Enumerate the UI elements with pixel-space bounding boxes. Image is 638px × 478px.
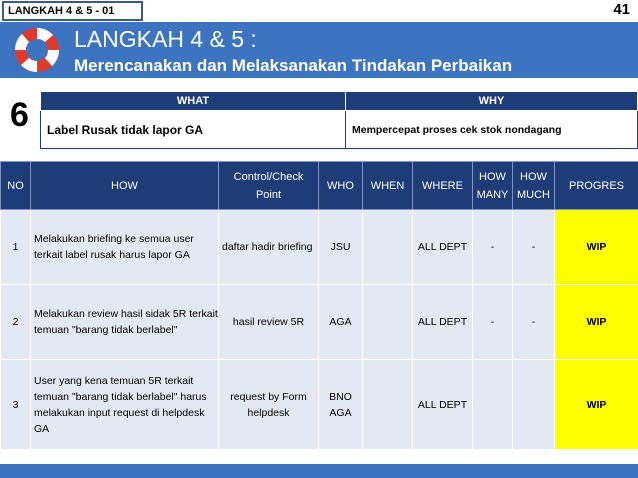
how-much-line1: HOW [520,170,547,183]
cell-how-much: - [513,285,555,360]
col-header-control [219,162,319,210]
col-header-when: WHEN [363,162,413,210]
cell-control: hasil review 5R [219,285,319,360]
cell-how: Melakukan briefing ke semua user terkait label rusak harus lapor GA [31,210,219,285]
col-header-no: NO [1,162,31,210]
col-header-where: WHERE [413,162,473,210]
cell-progress: WIP [555,360,638,450]
lifebuoy-icon [8,22,66,78]
slide-tag: LANGKAH 4 & 5 - 01 [2,1,143,21]
page-number: 41 [613,1,630,18]
how-much-line2: MUCH [517,188,550,201]
cell-how-much: - [513,210,555,285]
how-many-line2: MANY [476,188,509,201]
table-row [1,210,638,285]
cell-where: ALL DEPT [413,210,473,285]
cell-no: 1 [1,210,31,285]
cell-when [363,285,413,360]
col-header-how-much [513,162,555,210]
cell-when [363,210,413,285]
cell-how-many: - [473,210,513,285]
page-subtitle: Merencanakan dan Melaksanakan Tindakan Perbaikan [74,56,513,75]
cell-who: AGA [319,285,363,360]
what-header: WHAT [41,92,346,111]
table-header-row [1,162,638,210]
col-header-who: WHO [319,162,363,210]
cell-progress: WIP [555,285,638,360]
why-header: WHY [346,92,638,111]
col-header-progress: PROGRES [555,162,638,210]
cell-who: BNO AGA [319,360,363,450]
cell-how-many [473,360,513,450]
col-header-how: HOW [31,162,219,210]
cell-how: Melakukan review hasil sidak 5R terkait temuan "barang tidak berlabel" [31,285,219,360]
bottom-bar [0,464,638,478]
cell-how-much [513,360,555,450]
cell-no: 3 [1,360,31,450]
step-number: 6 [10,96,29,134]
control-line1: Control/Check [233,170,304,183]
table-row [1,360,638,450]
cell-where: ALL DEPT [413,360,473,450]
cell-who: JSU [319,210,363,285]
cell-when [363,360,413,450]
page-title: LANGKAH 4 & 5 : [74,26,257,52]
what-why-table [40,91,638,149]
how-many-line1: HOW [479,170,506,183]
control-line2: Point [255,188,282,201]
cell-control: request by Form helpdesk [219,360,319,450]
table-row [1,285,638,360]
action-plan-table [0,161,638,450]
why-value: Mempercepat proses cek stok nondagang [346,111,638,149]
cell-control: daftar hadir briefing [219,210,319,285]
cell-how: User yang kena temuan 5R terkait temuan "barang tidak berlabel" harus melakukan input request di helpdesk GA [31,360,219,450]
cell-how-many: - [473,285,513,360]
cell-no: 2 [1,285,31,360]
cell-where: ALL DEPT [413,285,473,360]
what-value: Label Rusak tidak lapor GA [41,111,346,149]
col-header-how-many [473,162,513,210]
cell-progress: WIP [555,210,638,285]
